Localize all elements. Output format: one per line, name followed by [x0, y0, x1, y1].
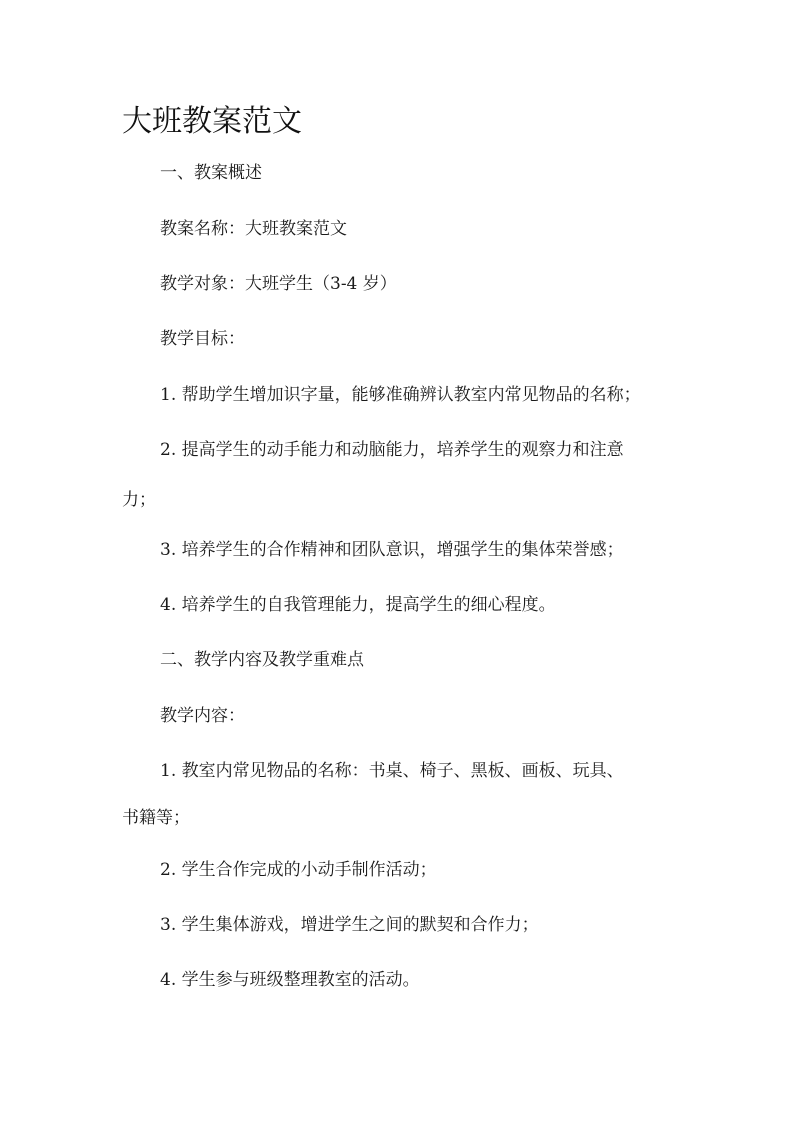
objective-item: 3. 培养学生的合作精神和团队意识，增强学生的集体荣誉感；	[160, 540, 624, 560]
content-item-continuation: 书籍等；	[122, 808, 190, 828]
content-item: 1. 教室内常见物品的名称：书桌、椅子、黑板、画板、玩具、	[160, 761, 624, 781]
objective-item: 4. 培养学生的自我管理能力，提高学生的细心程度。	[160, 595, 556, 615]
objective-item: 1. 帮助学生增加识字量，能够准确辨认教室内常见物品的名称；	[160, 385, 641, 405]
content-item: 2. 学生合作完成的小动手制作活动；	[160, 860, 437, 880]
section-heading-content: 二、教学内容及教学重难点	[160, 650, 364, 670]
plan-name: 教案名称：大班教案范文	[160, 219, 347, 239]
objectives-heading: 教学目标：	[160, 329, 245, 349]
objective-item-continuation: 力；	[122, 490, 156, 510]
teaching-target: 教学对象：大班学生（3-4 岁）	[160, 274, 397, 294]
content-heading: 教学内容：	[160, 706, 245, 726]
section-heading-overview: 一、教案概述	[160, 163, 262, 183]
document-title: 大班教案范文	[122, 104, 302, 139]
objective-item: 2. 提高学生的动手能力和动脑能力，培养学生的观察力和注意	[160, 440, 624, 460]
content-item: 4. 学生参与班级整理教室的活动。	[160, 970, 420, 990]
content-item: 3. 学生集体游戏，增进学生之间的默契和合作力；	[160, 915, 539, 935]
